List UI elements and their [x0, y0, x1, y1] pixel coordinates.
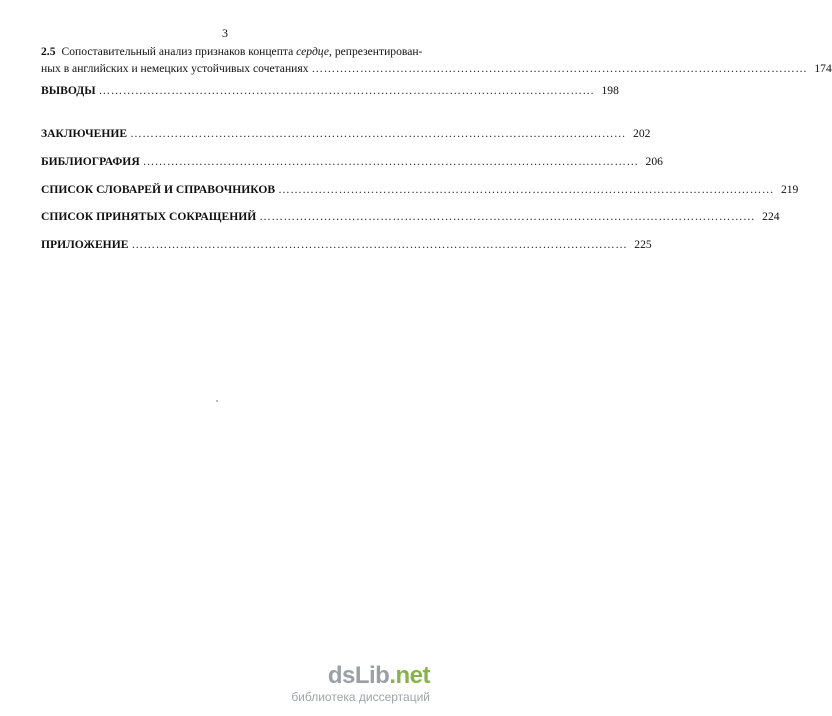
toc-entry-page: 206 [645, 155, 663, 168]
toc-entry-prilozhenie [41, 238, 652, 251]
toc-entry-page: 202 [633, 127, 651, 140]
toc-entry-label: СПИСОК ПРИНЯТЫХ СОКРАЩЕНИЙ [41, 210, 257, 223]
toc-entry-label: ПРИЛОЖЕНИЕ [41, 238, 129, 251]
toc-subsection-title-italic: сердце [296, 45, 330, 58]
page-number: 3 [222, 26, 228, 40]
toc-entry-page: 198 [601, 84, 619, 97]
toc-leader-dots: …………………………………………………………………………………………………………… [259, 210, 756, 223]
toc-leader-dots: …………………………………………………………………………………………………………… [311, 62, 808, 75]
stray-dot [216, 400, 218, 402]
toc-subsection-title-part1: Сопоставительный анализ признаков концепта [61, 45, 297, 58]
watermark-logo-main: dsLib [327, 662, 390, 689]
watermark-caption: библиотека диссертаций [291, 690, 430, 704]
watermark-logo-accent: .net [389, 662, 430, 689]
watermark-logo [328, 662, 430, 690]
toc-entry-vyvody [41, 84, 619, 97]
toc-entry-label: ВЫВОДЫ [41, 84, 96, 97]
toc-leader-dots: …………………………………………………………………………………………………………… [278, 183, 774, 196]
toc-leader-dots: …………………………………………………………………………………………………………… [142, 155, 639, 168]
toc-entry-sokrashcheniya [41, 210, 780, 223]
toc-entry-page: 224 [762, 210, 780, 223]
toc-subsection-title-part2: , репрезентирован- [329, 45, 423, 58]
toc-entry-zaklyuchenie [41, 127, 651, 140]
toc-entry-2-5 [41, 62, 832, 75]
toc-entry-page: 225 [634, 238, 652, 251]
toc-entry-page: 174 [814, 62, 832, 75]
toc-subsection-title-line1 [41, 42, 429, 62]
toc-entry-label: ных в английских и немецких устойчивых сочетаниях [41, 62, 309, 75]
watermark [240, 662, 440, 708]
toc-entry-bibliografiya [41, 155, 663, 168]
toc-entry-label: ЗАКЛЮЧЕНИЕ [41, 127, 128, 140]
toc-entry-label: БИБЛИОГРАФИЯ [41, 155, 140, 168]
toc-entry-page: 219 [780, 183, 799, 196]
table-of-contents [41, 42, 832, 251]
toc-leader-dots: …………………………………………………………………………………………………………… [98, 84, 595, 97]
toc-subsection-number: 2.5 [41, 45, 56, 58]
toc-entry-label: СПИСОК СЛОВАРЕЙ И СПРАВОЧНИКОВ [41, 183, 276, 196]
toc-leader-dots: …………………………………………………………………………………………………………… [130, 127, 627, 140]
toc-entry-slovari [41, 183, 799, 196]
toc-leader-dots: …………………………………………………………………………………………………………… [131, 238, 628, 251]
